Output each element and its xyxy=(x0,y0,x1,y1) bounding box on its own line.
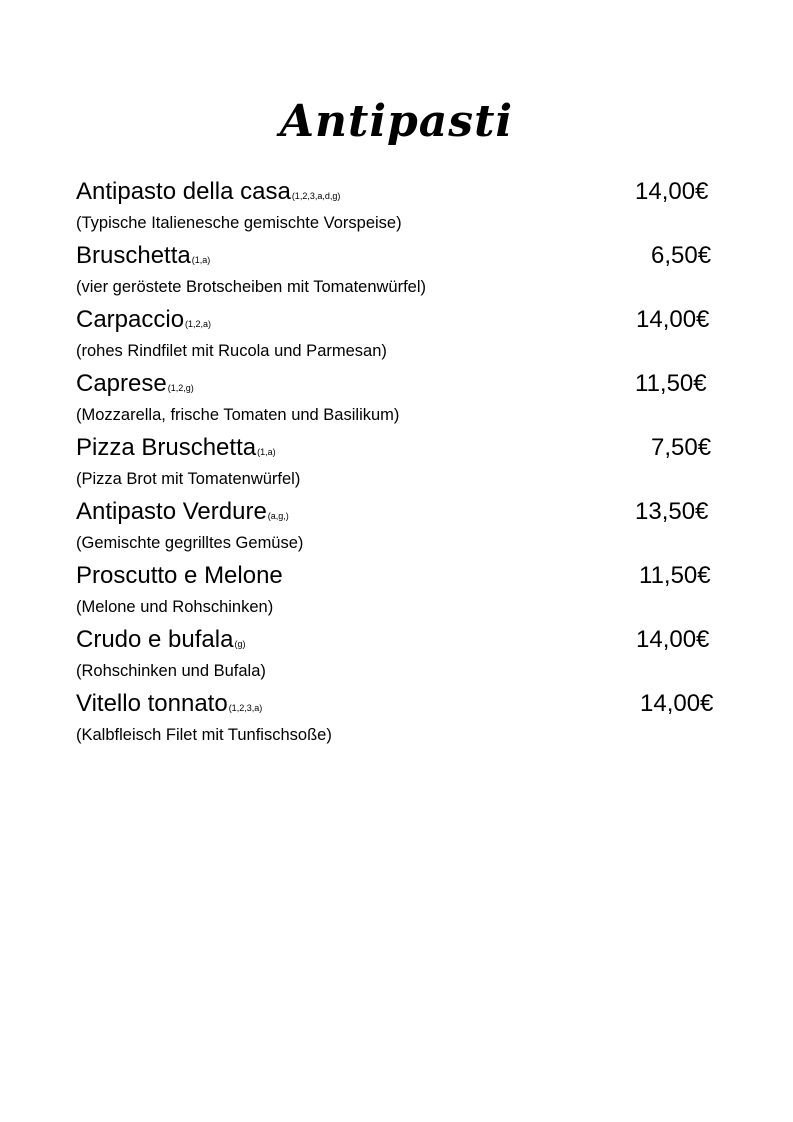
dish-price: 14,00€ xyxy=(636,306,710,333)
allergen-codes: (1,a) xyxy=(257,447,276,457)
dish-description: (Gemischte gegrilltes Gemüse) xyxy=(76,534,304,552)
dish-description: (rohes Rindfilet mit Rucola und Parmesan) xyxy=(76,342,387,360)
allergen-codes: (1,2,3,a,d,g) xyxy=(291,191,341,201)
dish-price: 14,00€ xyxy=(640,690,714,717)
dish-price: 6,50€ xyxy=(651,242,712,269)
dish-name: Pizza Bruschetta(1,a) xyxy=(76,434,276,461)
dish-name: Antipasto della casa(1,2,3,a,d,g) xyxy=(76,178,341,205)
menu-item xyxy=(76,624,736,688)
dish-name: Vitello tonnato(1,2,3,a) xyxy=(76,690,263,717)
allergen-codes: (1,a) xyxy=(191,255,211,265)
menu-item xyxy=(76,240,736,304)
dish-name: Carpaccio(1,2,a) xyxy=(76,306,212,333)
dish-price: 14,00€ xyxy=(636,626,710,653)
menu-title: Antipasti xyxy=(279,96,514,147)
allergen-codes: (1,2,a) xyxy=(185,319,212,329)
dish-price: 14,00€ xyxy=(635,178,709,205)
dish-name: Antipasto Verdure(a,g,) xyxy=(76,498,289,525)
menu-item xyxy=(76,688,736,752)
dish-price: 11,50€ xyxy=(639,562,711,589)
menu-item xyxy=(76,368,736,432)
dish-description: (Mozzarella, frische Tomaten und Basilikum) xyxy=(76,406,400,424)
dish-description: (vier geröstete Brotscheiben mit Tomatenwürfel) xyxy=(76,278,427,296)
allergen-codes: (1,2,3,a) xyxy=(228,703,263,713)
dish-name: Bruschetta(1,a) xyxy=(76,242,211,269)
menu-list xyxy=(76,176,736,752)
dish-price: 11,50€ xyxy=(635,370,707,397)
dish-name: Crudo e bufala(g) xyxy=(76,626,246,653)
menu-item xyxy=(76,304,736,368)
dish-price: 13,50€ xyxy=(635,498,709,525)
allergen-codes: (g) xyxy=(234,639,246,649)
dish-description: (Melone und Rohschinken) xyxy=(76,598,274,616)
dish-description: (Kalbfleisch Filet mit Tunfischsoße) xyxy=(76,726,332,744)
allergen-codes: (1,2,g) xyxy=(167,383,194,393)
menu-item xyxy=(76,176,736,240)
dish-description: (Typische Italienesche gemischte Vorspeise) xyxy=(76,214,402,232)
dish-name: Caprese(1,2,g) xyxy=(76,370,194,397)
menu-item xyxy=(76,432,736,496)
dish-description: (Rohschinken und Bufala) xyxy=(76,662,266,680)
dish-price: 7,50€ xyxy=(651,434,712,461)
allergen-codes: (a,g,) xyxy=(267,511,289,521)
dish-name: Proscutto e Melone xyxy=(76,562,283,589)
dish-description: (Pizza Brot mit Tomatenwürfel) xyxy=(76,470,301,488)
menu-item xyxy=(76,560,736,624)
menu-item xyxy=(76,496,736,560)
